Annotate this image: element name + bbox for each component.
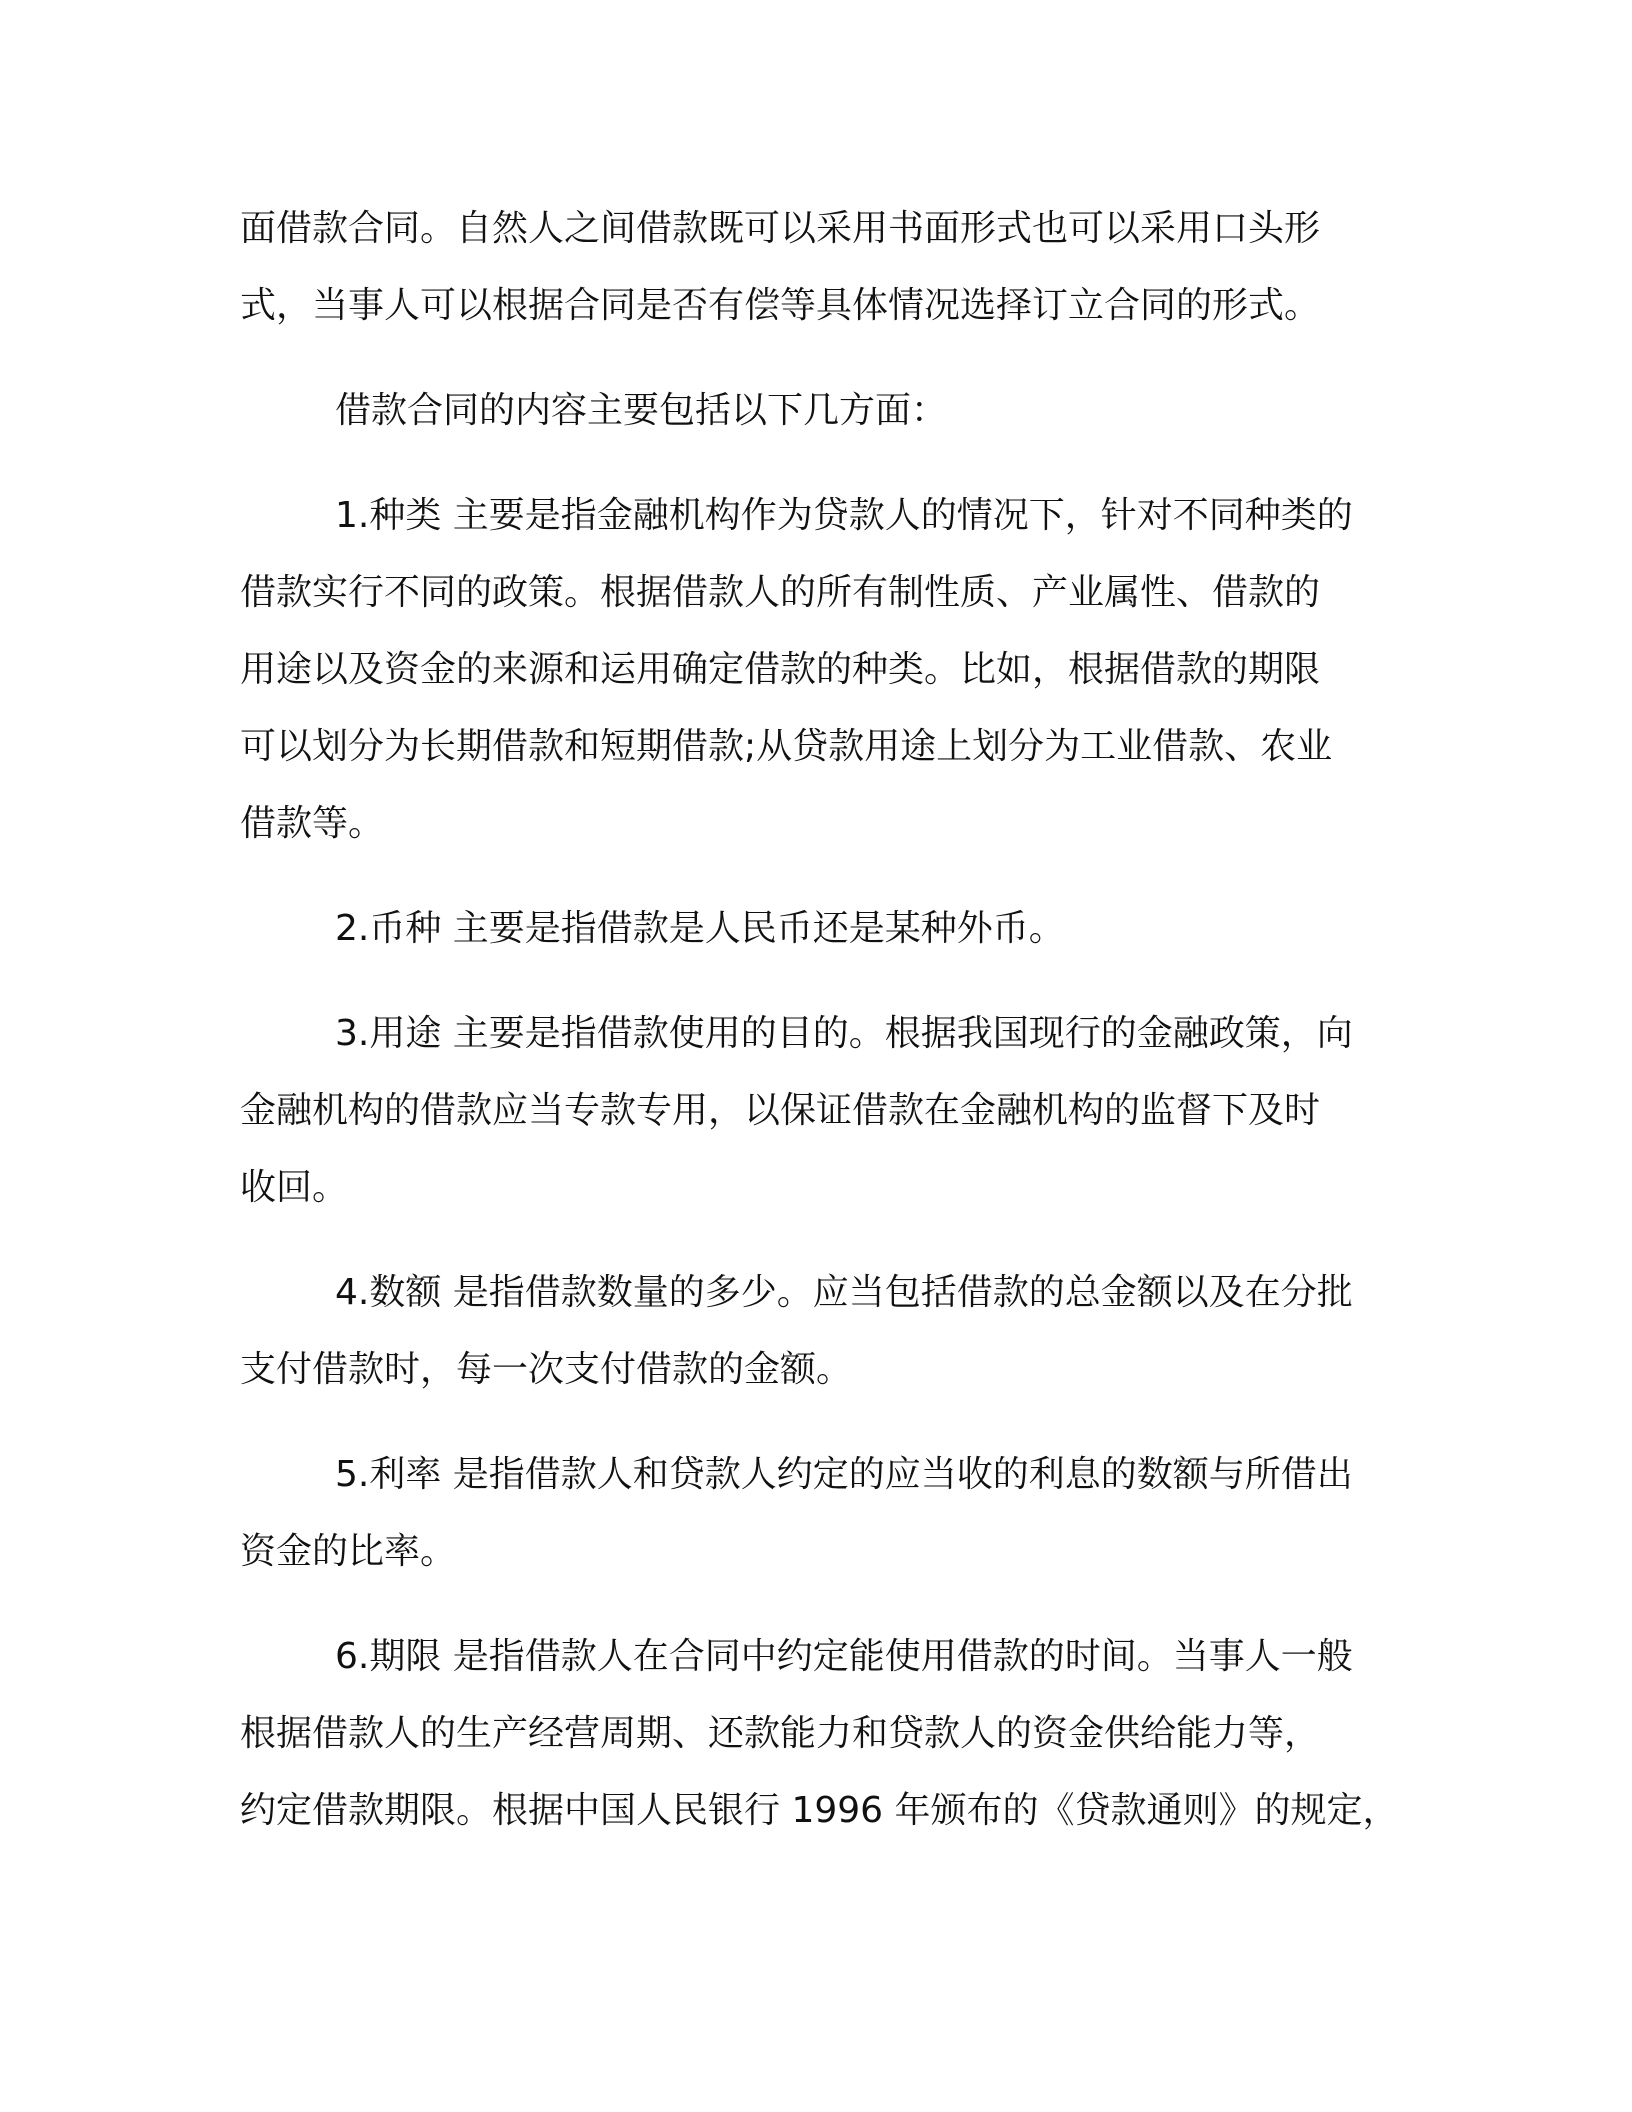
text-line: 式，当事人可以根据合同是否有偿等具体情况选择订立合同的形式。 <box>240 285 1321 326</box>
text-line: 6.期限 是指借款人在合同中约定能使用借款的时间。当事人一般 <box>335 1636 1353 1677</box>
text-line: 3.用途 主要是指借款使用的目的。根据我国现行的金融政策，向 <box>335 1013 1353 1054</box>
text-line: 收回。 <box>240 1167 349 1208</box>
text-line: 借款等。 <box>240 803 385 844</box>
text-line: 可以划分为长期借款和短期借款;从贷款用途上划分为工业借款、农业 <box>240 726 1333 767</box>
text-line: 约定借款期限。根据中国人民银行 1996 年颁布的《贷款通则》的规定， <box>240 1790 1399 1831</box>
text-line: 资金的比率。 <box>240 1531 457 1572</box>
paragraph-item-term <box>240 1618 1400 1849</box>
paragraph-contents-intro <box>240 372 1400 449</box>
text-line: 根据借款人的生产经营周期、还款能力和贷款人的资金供给能力等， <box>240 1713 1321 1754</box>
text-line: 面借款合同。自然人之间借款既可以采用书面形式也可以采用口头形 <box>240 208 1321 249</box>
paragraph-item-currency <box>240 890 1400 967</box>
paragraph-item-amount <box>240 1254 1400 1408</box>
text-line: 用途以及资金的来源和运用确定借款的种类。比如，根据借款的期限 <box>240 649 1321 690</box>
paragraph-item-interest-rate <box>240 1436 1400 1590</box>
text-line: 金融机构的借款应当专款专用，以保证借款在金融机构的监督下及时 <box>240 1090 1321 1131</box>
text-line: 2.币种 主要是指借款是人民币还是某种外币。 <box>335 908 1065 949</box>
text-line: 5.利率 是指借款人和贷款人约定的应当收的利息的数额与所借出 <box>335 1454 1353 1495</box>
paragraph-loan-form <box>240 190 1400 344</box>
document-page <box>240 190 1400 1849</box>
paragraph-item-type <box>240 477 1400 862</box>
text-line: 借款合同的内容主要包括以下几方面： <box>335 390 948 431</box>
text-line: 支付借款时，每一次支付借款的金额。 <box>240 1349 853 1390</box>
paragraph-item-purpose <box>240 995 1400 1226</box>
text-line: 1.种类 主要是指金融机构作为贷款人的情况下，针对不同种类的 <box>335 495 1353 536</box>
text-line: 借款实行不同的政策。根据借款人的所有制性质、产业属性、借款的 <box>240 572 1321 613</box>
text-line: 4.数额 是指借款数量的多少。应当包括借款的总金额以及在分批 <box>335 1272 1353 1313</box>
